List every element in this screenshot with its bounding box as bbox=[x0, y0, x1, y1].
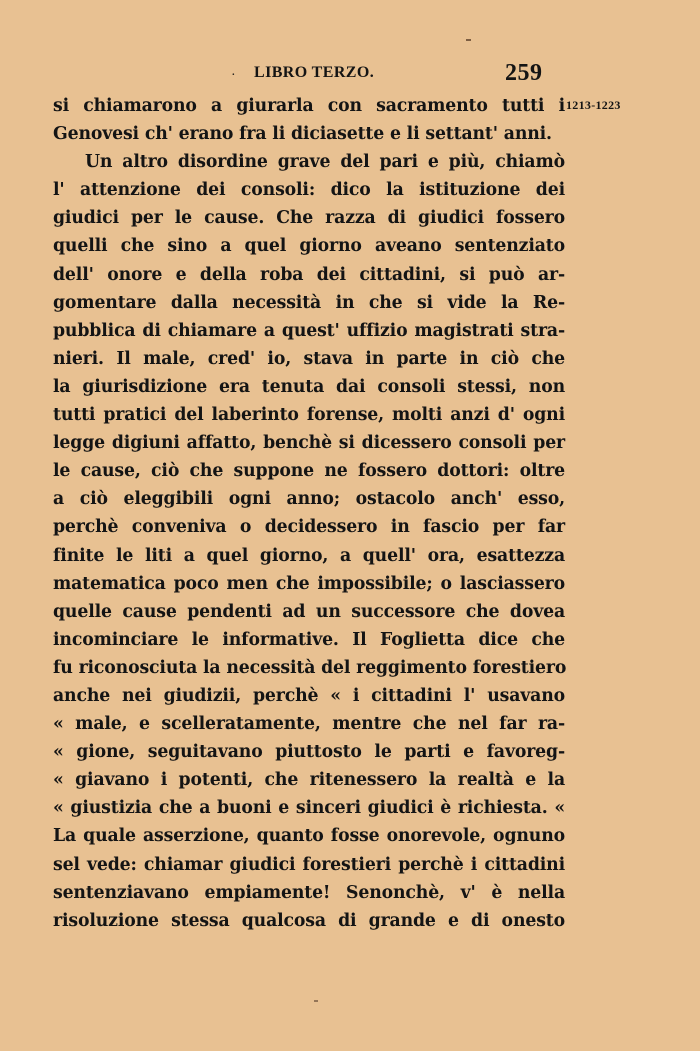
text-line: giudici per le cause. Che razza di giudici fossero bbox=[53, 208, 565, 229]
text-line: l' attenzione dei consoli: dico la istituzione dei bbox=[53, 180, 565, 201]
header-dot: · bbox=[231, 68, 236, 83]
text-line: Genovesi ch' erano fra li diciasette e li settant' anni. bbox=[53, 124, 552, 145]
text-line: risoluzione stessa qualcosa di grande e di onesto bbox=[53, 910, 565, 931]
margin-date-note: 1213-1223 bbox=[566, 98, 621, 112]
text-line: « giavano i potenti, che ritenessero la realtà e la bbox=[53, 770, 565, 791]
text-line: dell' onore e della roba dei cittadini, si può ar- bbox=[53, 264, 565, 285]
text-line: « male, e scelleratamente, mentre che nel far ra- bbox=[53, 714, 565, 735]
header-title: LIBRO TERZO. bbox=[254, 64, 375, 81]
text-line: anche nei giudizii, perchè « i cittadini l' usavano bbox=[53, 685, 565, 706]
text-line: sentenziavano empiamente! Senonchè, v' è nella bbox=[53, 882, 565, 903]
text-line: finite le liti a quel giorno, a quell' ora, esattezza bbox=[53, 545, 565, 566]
text-line: Un altro disordine grave del pari e più, chiamò bbox=[85, 152, 565, 173]
text-line: quelli che sino a quel giorno aveano sentenziato bbox=[53, 236, 565, 257]
text-line: matematica poco men che impossibile; o lasciassero bbox=[53, 573, 565, 594]
text-line: nieri. Il male, cred' io, stava in parte in ciò che bbox=[53, 348, 565, 369]
text-line: fu riconosciuta la necessità del reggimento forestiero bbox=[53, 657, 567, 678]
bottom-mark bbox=[314, 1000, 318, 1002]
text-line: « giustizia che a buoni e sinceri giudici è richiesta. « bbox=[53, 798, 565, 819]
top-mark bbox=[466, 39, 471, 41]
text-line: la giurisdizione era tenuta dai consoli stessi, non bbox=[53, 376, 565, 397]
text-line: quelle cause pendenti ad un successore che dovea bbox=[53, 601, 565, 622]
text-line: a ciò eleggibili ogni anno; ostacolo anch' esso, bbox=[53, 489, 565, 510]
running-header bbox=[0, 62, 700, 86]
text-line: perchè conveniva o decidessero in fascio per far bbox=[53, 517, 565, 538]
text-line: tutti pratici del laberinto forense, molti anzi d' ogni bbox=[53, 405, 565, 426]
text-line: si chiamarono a giurarla con sacramento tutti i bbox=[53, 96, 565, 116]
text-line: sel vede: chiamar giudici forestieri perchè i cittadini bbox=[53, 854, 565, 875]
text-line: legge digiuni affatto, benchè si dicessero consoli per bbox=[53, 433, 565, 454]
text-line: le cause, ciò che suppone ne fossero dottori: oltre bbox=[53, 461, 565, 482]
text-line: « gione, seguitavano piuttosto le parti e favoreg- bbox=[53, 742, 565, 763]
text-line: gomentare dalla necessità in che si vide la Re- bbox=[53, 292, 565, 313]
page-number: 259 bbox=[505, 60, 543, 86]
body-text bbox=[53, 92, 565, 935]
text-line: pubblica di chiamare a quest' uffizio magistrati stra- bbox=[53, 320, 565, 341]
text-line: La quale asserzione, quanto fosse onorevole, ognuno bbox=[53, 826, 565, 847]
text-line: incominciare le informative. Il Foglietta dice che bbox=[53, 629, 565, 650]
